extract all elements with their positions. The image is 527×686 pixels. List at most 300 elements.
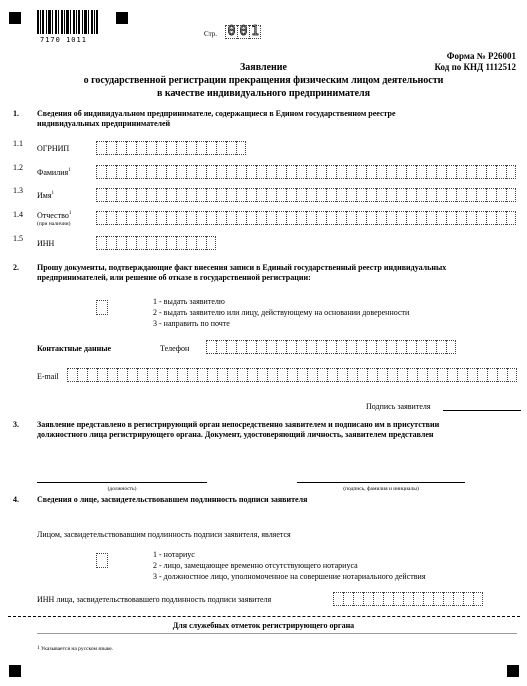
char-cell[interactable]	[316, 211, 326, 225]
char-cell[interactable]	[456, 211, 466, 225]
char-cell[interactable]	[427, 368, 437, 382]
char-cell[interactable]	[447, 368, 457, 382]
char-cell[interactable]	[96, 188, 106, 202]
char-cell[interactable]	[237, 368, 247, 382]
char-cell[interactable]	[287, 368, 297, 382]
char-cell[interactable]	[236, 165, 246, 179]
document-subtitle-2: в качестве индивидуального предпринимателя	[156, 88, 371, 99]
char-cell[interactable]	[116, 211, 126, 225]
char-cell[interactable]	[117, 368, 127, 382]
ogrnip-label: ОГРНИП	[37, 144, 70, 153]
char-cell[interactable]	[416, 165, 426, 179]
page-label: Стр.	[204, 30, 217, 38]
char-cell[interactable]	[266, 340, 276, 354]
char-cell[interactable]	[206, 141, 216, 155]
char-cell[interactable]	[256, 165, 266, 179]
char-cell[interactable]	[166, 236, 176, 250]
char-cell[interactable]	[126, 141, 136, 155]
char-cell[interactable]	[416, 188, 426, 202]
char-cell[interactable]	[406, 165, 416, 179]
char-cell[interactable]	[406, 340, 416, 354]
char-cell[interactable]	[343, 592, 353, 606]
char-cell[interactable]	[196, 211, 206, 225]
delivery-option-1: 1 - выдать заявителю	[153, 297, 225, 306]
char-cell[interactable]	[306, 340, 316, 354]
char-cell[interactable]	[507, 368, 517, 382]
char-cell[interactable]	[216, 188, 226, 202]
char-cell[interactable]	[216, 141, 226, 155]
char-cell[interactable]	[436, 211, 446, 225]
field-number: 1.3	[13, 186, 23, 195]
phone-label: Телефон	[160, 344, 190, 353]
char-cell[interactable]	[246, 340, 256, 354]
char-cell[interactable]	[216, 165, 226, 179]
char-cell[interactable]	[406, 211, 416, 225]
char-cell[interactable]	[116, 141, 126, 155]
char-cell[interactable]	[176, 211, 186, 225]
char-cell[interactable]	[356, 211, 366, 225]
char-cell[interactable]	[156, 211, 166, 225]
char-cell[interactable]	[376, 211, 386, 225]
char-cell[interactable]	[186, 211, 196, 225]
char-cell[interactable]	[236, 141, 246, 155]
char-cell[interactable]	[276, 165, 286, 179]
inn-label: ИНН	[37, 239, 55, 248]
section-4-title: Сведения о лице, засвидетельствовавшем подлинность подписи заявителя	[37, 495, 308, 504]
char-cell[interactable]	[296, 188, 306, 202]
char-cell[interactable]	[443, 592, 453, 606]
char-cell[interactable]	[356, 188, 366, 202]
char-cell[interactable]	[346, 188, 356, 202]
char-cell[interactable]	[393, 592, 403, 606]
char-cell[interactable]	[446, 165, 456, 179]
name-field[interactable]	[96, 188, 516, 202]
char-cell[interactable]	[206, 211, 216, 225]
char-cell[interactable]	[307, 368, 317, 382]
char-cell[interactable]	[476, 188, 486, 202]
witness-type-choice-box[interactable]	[96, 553, 108, 568]
char-cell[interactable]	[106, 236, 116, 250]
char-cell[interactable]	[106, 188, 116, 202]
page-digit: 1	[249, 25, 261, 39]
char-cell[interactable]	[346, 165, 356, 179]
char-cell[interactable]	[363, 592, 373, 606]
char-cell[interactable]	[267, 368, 277, 382]
char-cell[interactable]	[236, 340, 246, 354]
char-cell[interactable]	[266, 188, 276, 202]
char-cell[interactable]	[136, 211, 146, 225]
char-cell[interactable]	[87, 368, 97, 382]
char-cell[interactable]	[136, 236, 146, 250]
char-cell[interactable]	[496, 211, 506, 225]
field-number: 1.1	[13, 139, 23, 148]
position-caption: (должность)	[107, 486, 137, 492]
char-cell[interactable]	[146, 188, 156, 202]
char-cell[interactable]	[426, 165, 436, 179]
char-cell[interactable]	[207, 368, 217, 382]
char-cell[interactable]	[396, 165, 406, 179]
char-cell[interactable]	[336, 340, 346, 354]
section-3-number: 3.	[13, 420, 19, 429]
inn-field[interactable]	[96, 236, 216, 250]
char-cell[interactable]	[326, 165, 336, 179]
patronymic-note: (при наличии)	[37, 221, 71, 227]
char-cell[interactable]	[416, 211, 426, 225]
char-cell[interactable]	[336, 165, 346, 179]
char-cell[interactable]	[226, 211, 236, 225]
char-cell[interactable]	[156, 165, 166, 179]
char-cell[interactable]	[196, 236, 206, 250]
char-cell[interactable]	[376, 188, 386, 202]
char-cell[interactable]	[337, 368, 347, 382]
char-cell[interactable]	[446, 340, 456, 354]
char-cell[interactable]	[107, 368, 117, 382]
char-cell[interactable]	[406, 188, 416, 202]
char-cell[interactable]	[206, 236, 216, 250]
char-cell[interactable]	[256, 188, 266, 202]
char-cell[interactable]	[126, 188, 136, 202]
char-cell[interactable]	[463, 592, 473, 606]
char-cell[interactable]	[433, 592, 443, 606]
official-position-line[interactable]	[37, 482, 207, 483]
char-cell[interactable]	[366, 211, 376, 225]
char-cell[interactable]	[306, 165, 316, 179]
char-cell[interactable]	[277, 368, 287, 382]
char-cell[interactable]	[137, 368, 147, 382]
char-cell[interactable]	[296, 211, 306, 225]
witness-inn-field[interactable]	[333, 592, 483, 606]
char-cell[interactable]	[67, 368, 77, 382]
char-cell[interactable]	[366, 165, 376, 179]
char-cell[interactable]	[347, 368, 357, 382]
document-subtitle-1: о государственной регистрации прекращения физическим лицом деятельности	[83, 75, 444, 86]
char-cell[interactable]	[477, 368, 487, 382]
char-cell[interactable]	[96, 165, 106, 179]
char-cell[interactable]	[306, 188, 316, 202]
char-cell[interactable]	[196, 165, 206, 179]
char-cell[interactable]	[366, 188, 376, 202]
witness-option-3: 3 - должностное лицо, уполномоченное на совершение нотариального действия	[153, 572, 426, 581]
char-cell[interactable]	[496, 188, 506, 202]
char-cell[interactable]	[426, 340, 436, 354]
char-cell[interactable]	[236, 211, 246, 225]
char-cell[interactable]	[116, 165, 126, 179]
char-cell[interactable]	[256, 211, 266, 225]
section-1-title-1: Сведения об индивидуальном предпринимателе, содержащиеся в Едином государственном реестре	[37, 109, 396, 118]
section-2-title-2: предпринимателей, или решение об отказе в государственной регистрации:	[37, 273, 311, 282]
char-cell[interactable]	[316, 165, 326, 179]
char-cell[interactable]	[136, 141, 146, 155]
char-cell[interactable]	[466, 188, 476, 202]
char-cell[interactable]	[116, 188, 126, 202]
char-cell[interactable]	[126, 165, 136, 179]
char-cell[interactable]	[413, 592, 423, 606]
barcode-number: 7170 1011	[40, 36, 87, 44]
char-cell[interactable]	[386, 340, 396, 354]
document-delivery-choice-box[interactable]	[96, 300, 108, 315]
char-cell[interactable]	[367, 368, 377, 382]
char-cell[interactable]	[286, 165, 296, 179]
section-4-number: 4.	[13, 495, 19, 504]
char-cell[interactable]	[333, 592, 343, 606]
char-cell[interactable]	[456, 188, 466, 202]
char-cell[interactable]	[356, 340, 366, 354]
field-number: 1.5	[13, 234, 23, 243]
char-cell[interactable]	[126, 211, 136, 225]
surname-field[interactable]	[96, 165, 516, 179]
witness-option-2: 2 - лицо, замещающее временно отсутствующего нотариуса	[153, 561, 358, 570]
char-cell[interactable]	[236, 188, 246, 202]
char-cell[interactable]	[216, 340, 226, 354]
char-cell[interactable]	[473, 592, 483, 606]
knd-code: Код по КНД 1112512	[434, 62, 516, 72]
char-cell[interactable]	[403, 592, 413, 606]
char-cell[interactable]	[386, 165, 396, 179]
char-cell[interactable]	[187, 368, 197, 382]
char-cell[interactable]	[227, 368, 237, 382]
char-cell[interactable]	[186, 188, 196, 202]
witness-inn-label: ИНН лица, засвидетельствовавшего подлинность подписи заявителя	[37, 595, 272, 604]
char-cell[interactable]	[436, 188, 446, 202]
char-cell[interactable]	[266, 165, 276, 179]
char-cell[interactable]	[373, 592, 383, 606]
char-cell[interactable]	[366, 340, 376, 354]
char-cell[interactable]	[146, 165, 156, 179]
barcode	[37, 10, 99, 36]
char-cell[interactable]	[97, 368, 107, 382]
email-field[interactable]	[67, 368, 517, 382]
char-cell[interactable]	[476, 165, 486, 179]
phone-field[interactable]	[206, 340, 456, 354]
section-3-title-2: должностного лица регистрирующего органа. Документ, удостоверяющий личность, заявителем представлен	[37, 430, 434, 439]
char-cell[interactable]	[226, 340, 236, 354]
patronymic-label: Отчество$^1$	[37, 211, 72, 220]
char-cell[interactable]	[226, 165, 236, 179]
char-cell[interactable]	[176, 236, 186, 250]
applicant-signature-line[interactable]	[443, 410, 521, 411]
footnote: 1 Указывается на русском языке.	[37, 646, 114, 652]
char-cell[interactable]	[466, 211, 476, 225]
char-cell[interactable]	[156, 141, 166, 155]
char-cell[interactable]	[246, 188, 256, 202]
field-number: 1.4	[13, 210, 23, 219]
char-cell[interactable]	[147, 368, 157, 382]
official-signature-line[interactable]	[297, 482, 465, 483]
char-cell[interactable]	[116, 236, 126, 250]
section-3-title-1: Заявление представлено в регистрирующий орган непосредственно заявителем и подписано им в присутствии	[37, 420, 440, 429]
char-cell[interactable]	[197, 368, 207, 382]
char-cell[interactable]	[106, 211, 116, 225]
char-cell[interactable]	[186, 141, 196, 155]
char-cell[interactable]	[466, 165, 476, 179]
char-cell[interactable]	[376, 165, 386, 179]
char-cell[interactable]	[156, 236, 166, 250]
char-cell[interactable]	[106, 165, 116, 179]
section-1-number: 1.	[13, 109, 19, 118]
service-title: Для служебных отметок регистрирующего органа	[172, 621, 355, 630]
char-cell[interactable]	[416, 340, 426, 354]
char-cell[interactable]	[157, 368, 167, 382]
char-cell[interactable]	[376, 340, 386, 354]
corner-marker-bottom-right	[507, 665, 519, 677]
char-cell[interactable]	[396, 211, 406, 225]
char-cell[interactable]	[196, 141, 206, 155]
char-cell[interactable]	[146, 211, 156, 225]
char-cell[interactable]	[256, 340, 266, 354]
char-cell[interactable]	[96, 141, 106, 155]
char-cell[interactable]	[326, 211, 336, 225]
char-cell[interactable]	[423, 592, 433, 606]
char-cell[interactable]	[297, 368, 307, 382]
char-cell[interactable]	[176, 141, 186, 155]
form-number: Форма № Р26001	[446, 51, 516, 61]
char-cell[interactable]	[286, 188, 296, 202]
char-cell[interactable]	[247, 368, 257, 382]
char-cell[interactable]	[166, 211, 176, 225]
char-cell[interactable]	[497, 368, 507, 382]
char-cell[interactable]	[437, 368, 447, 382]
char-cell[interactable]	[166, 188, 176, 202]
char-cell[interactable]	[446, 188, 456, 202]
corner-marker-bottom-left	[9, 665, 21, 677]
char-cell[interactable]	[467, 368, 477, 382]
char-cell[interactable]	[166, 165, 176, 179]
char-cell[interactable]	[206, 165, 216, 179]
char-cell[interactable]	[286, 340, 296, 354]
email-label: E-mail	[37, 372, 59, 381]
char-cell[interactable]	[417, 368, 427, 382]
char-cell[interactable]	[353, 592, 363, 606]
char-cell[interactable]	[377, 368, 387, 382]
char-cell[interactable]	[186, 236, 196, 250]
char-cell[interactable]	[286, 211, 296, 225]
char-cell[interactable]	[446, 211, 456, 225]
char-cell[interactable]	[346, 211, 356, 225]
char-cell[interactable]	[336, 211, 346, 225]
char-cell[interactable]	[456, 165, 466, 179]
char-cell[interactable]	[266, 211, 276, 225]
char-cell[interactable]	[136, 165, 146, 179]
char-cell[interactable]	[226, 188, 236, 202]
char-cell[interactable]	[396, 340, 406, 354]
char-cell[interactable]	[357, 368, 367, 382]
patronymic-field[interactable]	[96, 211, 516, 225]
char-cell[interactable]	[436, 165, 446, 179]
char-cell[interactable]	[386, 211, 396, 225]
section-1-title-2: индивидуальных предпринимателей	[37, 119, 171, 128]
page-number-box	[225, 25, 261, 39]
char-cell[interactable]	[206, 340, 216, 354]
char-cell[interactable]	[476, 211, 486, 225]
page-digit: 0	[225, 25, 237, 39]
char-cell[interactable]	[486, 188, 496, 202]
char-cell[interactable]	[126, 236, 136, 250]
char-cell[interactable]	[383, 592, 393, 606]
char-cell[interactable]	[457, 368, 467, 382]
char-cell[interactable]	[453, 592, 463, 606]
char-cell[interactable]	[506, 165, 516, 179]
char-cell[interactable]	[386, 188, 396, 202]
char-cell[interactable]	[317, 368, 327, 382]
char-cell[interactable]	[486, 211, 496, 225]
char-cell[interactable]	[196, 188, 206, 202]
char-cell[interactable]	[506, 211, 516, 225]
char-cell[interactable]	[356, 165, 366, 179]
char-cell[interactable]	[246, 211, 256, 225]
name-label: Имя$^1$	[37, 191, 55, 200]
char-cell[interactable]	[486, 165, 496, 179]
char-cell[interactable]	[136, 188, 146, 202]
char-cell[interactable]	[156, 188, 166, 202]
char-cell[interactable]	[346, 340, 356, 354]
char-cell[interactable]	[106, 141, 116, 155]
char-cell[interactable]	[167, 368, 177, 382]
service-divider	[8, 616, 520, 617]
char-cell[interactable]	[296, 340, 306, 354]
char-cell[interactable]	[487, 368, 497, 382]
service-title-underline	[37, 633, 517, 634]
char-cell[interactable]	[96, 211, 106, 225]
char-cell[interactable]	[96, 236, 106, 250]
char-cell[interactable]	[246, 165, 256, 179]
char-cell[interactable]	[336, 188, 346, 202]
char-cell[interactable]	[77, 368, 87, 382]
delivery-option-2: 2 - выдать заявителю или лицу, действующему на основании доверенности	[153, 308, 410, 317]
char-cell[interactable]	[426, 188, 436, 202]
signature-caption: (подпись, фамилия и инициалы)	[343, 486, 419, 492]
char-cell[interactable]	[206, 188, 216, 202]
char-cell[interactable]	[276, 188, 286, 202]
char-cell[interactable]	[327, 368, 337, 382]
char-cell[interactable]	[396, 188, 406, 202]
char-cell[interactable]	[166, 141, 176, 155]
char-cell[interactable]	[176, 165, 186, 179]
char-cell[interactable]	[296, 165, 306, 179]
char-cell[interactable]	[316, 188, 326, 202]
ogrnip-field[interactable]	[96, 141, 246, 155]
char-cell[interactable]	[496, 165, 506, 179]
char-cell[interactable]	[176, 188, 186, 202]
char-cell[interactable]	[216, 211, 226, 225]
document-title: Заявление	[240, 62, 287, 73]
char-cell[interactable]	[276, 340, 286, 354]
char-cell[interactable]	[436, 340, 446, 354]
field-number: 1.2	[13, 163, 23, 172]
char-cell[interactable]	[407, 368, 417, 382]
char-cell[interactable]	[326, 340, 336, 354]
char-cell[interactable]	[146, 236, 156, 250]
char-cell[interactable]	[506, 188, 516, 202]
char-cell[interactable]	[186, 165, 196, 179]
char-cell[interactable]	[257, 368, 267, 382]
char-cell[interactable]	[426, 211, 436, 225]
delivery-option-3: 3 - направить по почте	[153, 319, 230, 328]
char-cell[interactable]	[146, 141, 156, 155]
char-cell[interactable]	[226, 141, 236, 155]
page-digit: 0	[237, 25, 249, 39]
char-cell[interactable]	[217, 368, 227, 382]
char-cell[interactable]	[397, 368, 407, 382]
witness-option-1: 1 - нотариус	[153, 550, 195, 559]
char-cell[interactable]	[387, 368, 397, 382]
char-cell[interactable]	[326, 188, 336, 202]
char-cell[interactable]	[177, 368, 187, 382]
char-cell[interactable]	[127, 368, 137, 382]
char-cell[interactable]	[306, 211, 316, 225]
char-cell[interactable]	[276, 211, 286, 225]
char-cell[interactable]	[316, 340, 326, 354]
contacts-label: Контактные данные	[37, 344, 112, 353]
